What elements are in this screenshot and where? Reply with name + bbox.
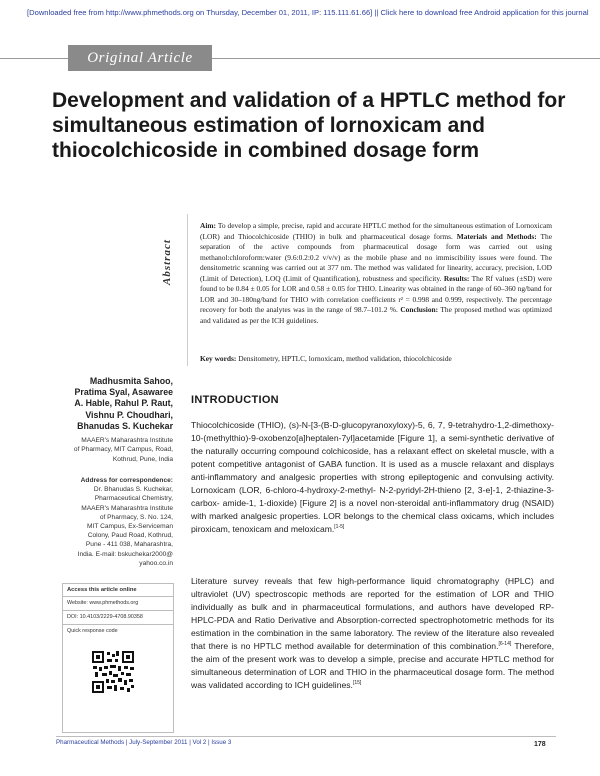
access-article-box <box>62 583 174 733</box>
methods-heading: Materials and Methods: <box>456 231 537 241</box>
aim-heading: Aim: <box>200 221 217 230</box>
intro-paragraph-2 <box>191 575 554 692</box>
abstract-divider <box>187 214 188 366</box>
aim-text: To develop a simple, precise, rapid and accurate HPTLC method for the simultaneous estimation of Lornoxicam (LOR) and Thiocolchicoside (THIO) in bulk and pharmaceutical dosage forms. <box>200 221 552 241</box>
correspondence-line: MAAER's Maharashtra Institute <box>81 504 173 512</box>
access-heading: Access this article online <box>63 584 173 597</box>
conclusion-text: The proposed method was optimized and validated as per the ICH guidelines. <box>200 305 553 325</box>
doi-label: DOI: <box>67 614 79 620</box>
correspondence-line: of Pharmacy, S. No. 124, <box>99 513 173 521</box>
citation[interactable]: [15] <box>352 680 362 687</box>
article-title: Development and validation of a HPTLC method for simultaneous estimation of lornoxicam and thiocolchicoside in combined dosage form <box>52 89 566 162</box>
affiliation-line: Kothrud, Pune, India <box>112 455 173 463</box>
website-link[interactable]: www.phmethods.org <box>89 600 139 606</box>
doi-row <box>63 611 173 625</box>
correspondence-line: Dr. Bhanudas S. Kuchekar, <box>93 486 173 494</box>
intro-paragraph-1-text: Thiocolchicoside (THIO), (s)-N-[3-(B-D-glucopyranoxyloxy)-5, 6, 7, 9-tetrahydro-1,2-dimethoxy-10-(methylthio)-9-oxobenzo[a]heptalen-7yl]acetamide [Figure 1], a semi-synthetic derivative of the naturally occurring compound colchicoside, has a relaxant effect on skeletal muscle, with a potent competitive antagonist of GABA function. It is used as a muscle relaxant and displays anti-inflammatory and analgesic properties with strong epileptogenic and convulsing activity. Lornoxicam (LOR, 6-chloro-4-hydroxy-2-methyl- N-2-pyridyl-2H-thieno [2, 3-e]-1, 2-thiazine-3-carbox- amide-1, 1-dioxide) [Figure 2] is a novel non-steroidal anti-inflammatory drug (NSAID) with marked analgesic properties. LOR belongs to the chemical class oxicams, which includes piroxicam, tenoxicam and meloxicam. <box>191 420 554 534</box>
intro-paragraph-2-continued: Therefore, the aim of the present work was to develop a simple, precise and accurate HPTLC method for simultaneous determination of LOR and THIO in the pharmaceutical dosage form. The method was validated according to ICH guidelines. <box>191 641 554 690</box>
qr-label: Quick response code <box>67 628 118 634</box>
footer-divider <box>56 736 556 737</box>
correspondence-line: India. E-mail: bskuchekar2000@ <box>77 550 173 558</box>
footer-journal-info: Pharmaceutical Methods | July-September 2011 | Vol 2 | Issue 3 <box>56 739 232 746</box>
correspondence-line: yahoo.co.in <box>139 559 173 567</box>
affiliation-line: of Pharmacy, MIT Campus, Road, <box>73 446 173 454</box>
website-row <box>63 597 173 611</box>
abstract-text <box>200 221 552 326</box>
section-heading-introduction: INTRODUCTION <box>191 394 279 406</box>
correspondence-line: Pune - 411 038, Maharashtra, <box>85 541 173 549</box>
doi-value: 10.4103/2229-4708.90358 <box>79 614 143 620</box>
author-line: A. Hable, Rahul P. Raut, <box>74 398 173 409</box>
website-label: Website: <box>67 600 88 606</box>
download-banner[interactable]: [Downloaded free from http://www.phmethods.org on Thursday, December 01, 2011, IP: 115.111.61.66] || Click here to download free Android application for this journal <box>27 8 589 17</box>
keywords <box>200 354 552 364</box>
correspondence-address <box>40 476 173 568</box>
results-text: The Rf values (±SD) were found to be 0.84 ± 0.05 for LOR and 0.58 ± 0.05 for THIO. Linearity was obtained in the range of 60–360 ng/band for LOR and 30–180ng/band for THIO with correlation coefficients r² = 0.998 and 0.999, respectively. The percentage recovery for both the analytes was in the range of 98.7–101.2 %. <box>200 273 553 314</box>
correspondence-heading: Address for correspondence: <box>80 477 173 484</box>
results-heading: Results: <box>443 273 470 283</box>
intro-paragraph-1 <box>191 419 554 536</box>
conclusion-heading: Conclusion: <box>400 305 439 314</box>
affiliation-line: MAAER's Maharashtra Institute <box>81 437 173 444</box>
page-number: 178 <box>534 741 546 748</box>
keywords-text: Densitometry, HPTLC, lornoxicam, method validation, thiocolchicoside <box>236 354 452 363</box>
affiliation <box>40 436 173 464</box>
keywords-heading: Key words: <box>200 354 237 363</box>
author-list <box>40 376 173 432</box>
author-line: Pratima Syal, Asawaree <box>74 387 173 398</box>
author-line: Bhanudas S. Kuchekar <box>77 420 173 431</box>
author-line: Madhusmita Sahoo, <box>89 376 173 386</box>
methods-text: The separation of the active compounds from pharmaceutical dosage form was carried out using methanol:chloroform:water (9.6:0.2:0.2 v/v/v) as the mobile phase and no immiscibility issues were found. The densitometric scanning was carried out at 377 nm. The method was validated for linearity, accuracy, precision, LOD (Limit of Detection), LOQ (Limit of Quantification), robustness and specificity. <box>200 231 552 283</box>
correspondence-line: MIT Campus, Ex-Serviceman <box>87 523 173 531</box>
article-type-bar <box>0 45 600 71</box>
intro-paragraph-2-text: Literature survey reveals that few high-performance liquid chromatography (HPLC) and ultraviolet (UV) spectroscopic methods are reported for the estimation of LOR and THIO individually as bulk and in pharmaceutical formulations, and authors have developed RP-HPLC-PDA and Ratio Derivative and Absorption-corrected spectrophotometric methods for its estimation in the combination in the same laboratory. The review of the literature also revealed that there is no HPTLC method available for determination of this combination. <box>191 576 554 651</box>
qr-code-icon <box>91 650 135 694</box>
abstract-label: Abstract <box>161 239 173 285</box>
citation[interactable]: [1-5] <box>334 524 345 531</box>
correspondence-line: Colony, Paud Road, Kothrud, <box>87 532 173 540</box>
author-line: Vishnu P. Choudhari, <box>85 409 173 420</box>
correspondence-line: Pharmaceutical Chemistry, <box>94 495 173 503</box>
citation[interactable]: [6-14] <box>498 641 512 648</box>
article-type-tag: Original Article <box>68 45 212 71</box>
